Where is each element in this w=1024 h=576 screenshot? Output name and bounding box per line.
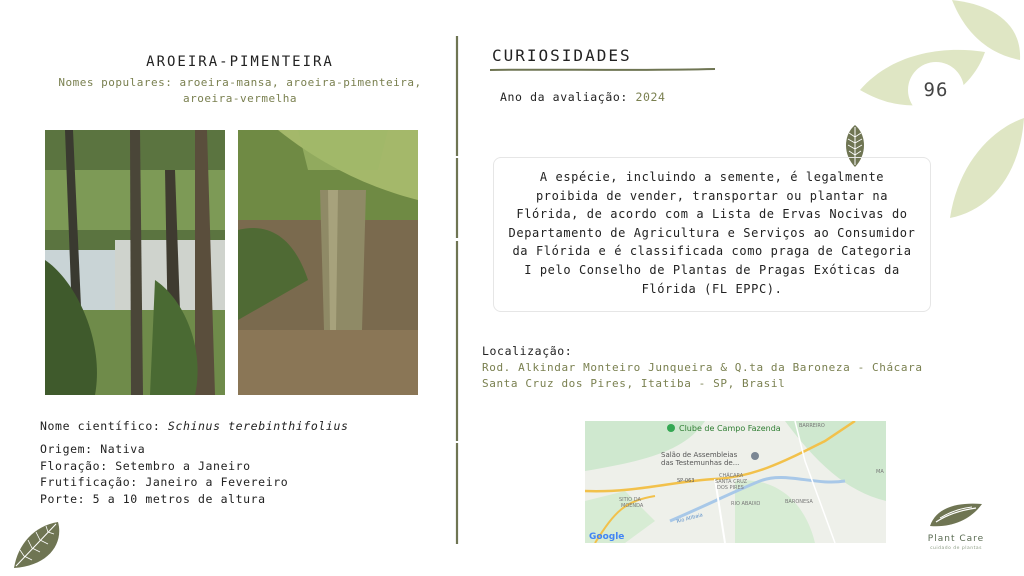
map-pin-icon[interactable] (667, 424, 675, 432)
location-label: Localização: (482, 344, 573, 358)
trunk-photo (238, 130, 418, 395)
curiosities-title: CURIOSIDADES (492, 46, 632, 65)
map-label: CHÁCARA (719, 473, 744, 479)
map-label: DOS PIRES (717, 485, 744, 491)
curiosity-box: A espécie, incluindo a semente, é legalmente proibida de vender, transportar ou plantar na Flórida, de acordo com a Lista de Ervas Nocivas do Departamento de Agricultura e Serviços ao Consumidor da Flórida e é classificada como praga de Categoria I pelo Conselho de Plantas de Pragas Exóticas da Flórida (FL EPPC). (493, 157, 931, 312)
map-pin-icon[interactable] (751, 452, 759, 460)
map-label: SITIO DA (619, 497, 641, 503)
map-label: SANTA CRUZ (715, 479, 748, 485)
map-label: BARREIRO (799, 423, 825, 429)
brand-logo-icon (926, 500, 986, 530)
brand-tagline: cuidado de plantas (930, 546, 982, 551)
evaluation-year-label: Ano da avaliação: (500, 90, 628, 104)
title-underline (490, 66, 715, 74)
evaluation-year-value: 2024 (635, 90, 666, 104)
scientific-name-line (40, 419, 349, 433)
origin: Origem: Nativa (40, 442, 146, 456)
leaf-icon (8, 518, 62, 572)
map-label: das Testemunhas de... (661, 459, 740, 467)
flowering: Floração: Setembro a Janeiro (40, 459, 251, 473)
map-label: Salão de Assembleias (661, 451, 738, 459)
scientific-name: Schinus terebinthifolius (167, 419, 349, 433)
map-label: RIO ABAIXO (731, 501, 761, 507)
map-label: Rio Atibaia (675, 512, 704, 525)
plant-size: Porte: 5 a 10 metros de altura (40, 492, 266, 506)
map-label: BARONESA (785, 499, 813, 505)
map-label: Clube de Campo Fazenda (679, 424, 781, 433)
page-number: 96 (908, 62, 964, 118)
divider (455, 36, 459, 544)
map-label: SP-063 (677, 478, 695, 484)
scientific-name-label: Nome científico: (40, 419, 161, 433)
location-address: Rod. Alkindar Monteiro Junqueira & Q.ta da Baroneza - Chácara Santa Cruz dos Pires, Itatiba - SP, Brasil (482, 361, 923, 390)
popular-names: Nomes populares: aroeira-mansa, aroeira-pimenteira, aroeira-vermelha (58, 76, 422, 105)
brand-name: Plant Care (927, 534, 985, 544)
location-map[interactable] (585, 421, 886, 543)
map-label: MA (876, 469, 884, 475)
map-label: MOENDA (621, 503, 644, 509)
species-title: AROEIRA-PIMENTEIRA (146, 54, 334, 70)
tree-photo (45, 130, 225, 395)
fruiting: Frutificação: Janeiro a Fevereiro (40, 475, 289, 489)
evaluation-year (500, 90, 666, 104)
google-logo: Google (589, 532, 625, 542)
